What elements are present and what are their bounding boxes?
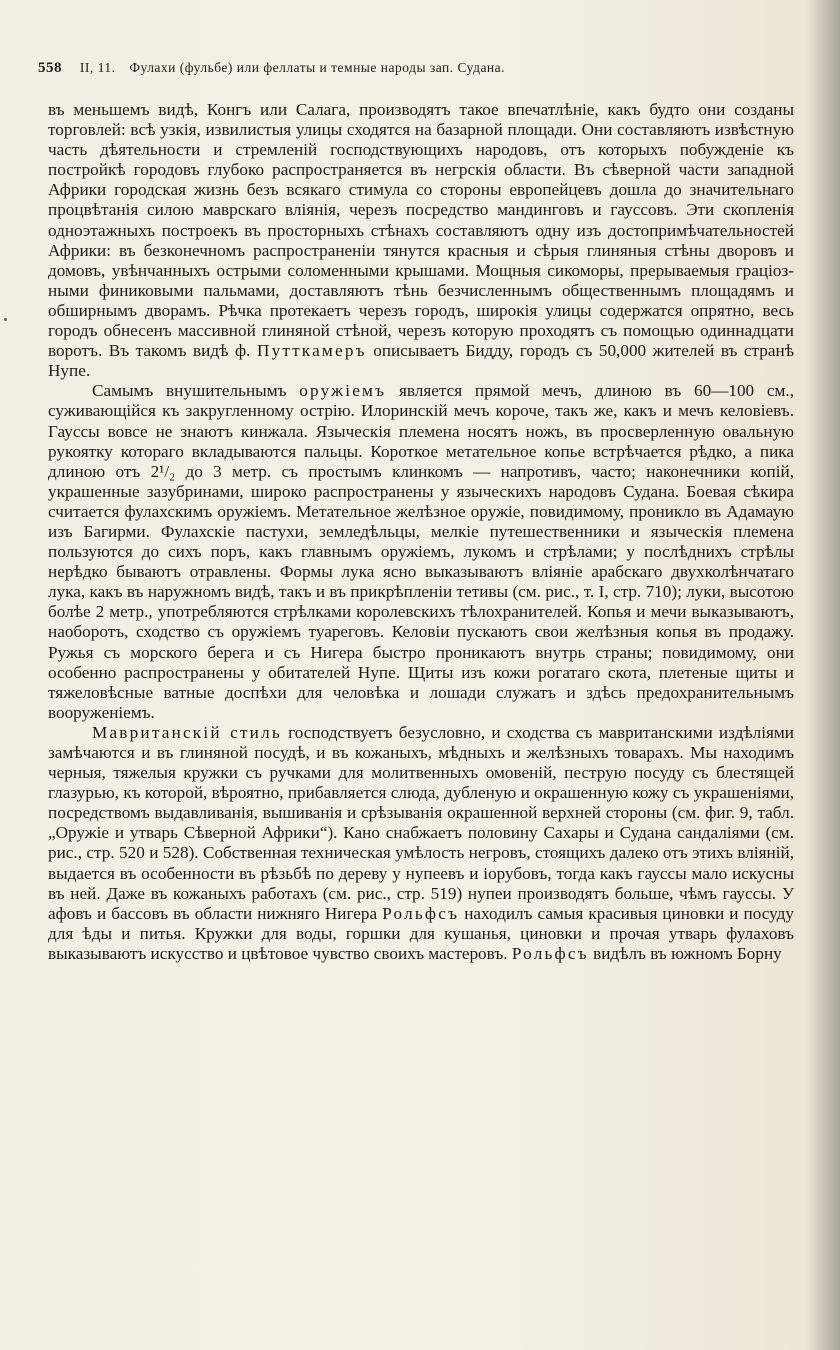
paragraph-text: является прямой мечъ, длиною въ 60—100 см., суживающійся къ закругленному острію. Илоринскій мечъ короче, такъ же, какъ и мечъ келовіевъ. Гауссы вовсе не знаютъ кинжала. Языческія племена носятъ ножъ, въ просверленную овальную рукоятку котораго вкладываются пальцы. Короткое метательное копье встрѣчается рѣдко, а пика длиною отъ 2¹/₂ до 3 метр. съ простымъ клинкомъ — напротивъ, часто; наконечники копій, украшенные зазубринами, широко распространены у языческихъ народовъ Судана. Боевая сѣкира считается фулахскимъ оружіемъ. Метательное желѣзное оружіе, повидимому, проникло въ Адамаую изъ Багирми. Фулахскіе пастухи, земледѣльцы, мелкіе путешественники и языческія племена пользуются до сихъ поръ, какъ главнымъ оружіемъ, лукомъ и стрѣлами; у послѣднихъ стрѣлы нерѣдко бываютъ отравлены. Формы лука ясно выказываютъ вліяніе арабскаго двухколѣнчатаго лука, какъ въ наружномъ видѣ, такъ и въ прикрѣпленіи тетивы (см. рис., т. I, стр. 710); луки, высотою болѣе 2 метр., употребляются стрѣлками королевскихъ тѣлохранителей. Копья и мечи выказываютъ, наоборотъ, сходство съ оружіемъ туареговъ. Келовіи пускаютъ свои желѣзныя копья въ продажу. Ружья съ морского берега и съ Нигера быстро проникаютъ внутрь страны; повидимому, они особенно распространены у обитателей Нупе. Щиты изъ кожи рогатаго скота, плетеные щиты и тяжеловѣсные ватные доспѣхи для человѣка и лошади служатъ и здѣсь предохранительнымъ вооруженіемъ.: [48, 381, 795, 722]
author-name: Рольфсъ: [382, 903, 460, 923]
body-text: [48, 100, 794, 964]
emphasis-term: Мавританскій стиль: [92, 722, 282, 742]
page-number: 558: [38, 60, 62, 76]
paragraph-text: находилъ самыя красивыя циновки и посуду для ѣды и питья. Кружки для воды, горшки для кушанья, циновки и прочая утварь фулаховъ выказываютъ искусство и цвѣтовое чувство своихъ мастеровъ.: [48, 903, 795, 963]
paragraph-lead: Самымъ внушительнымъ: [92, 381, 287, 401]
margin-speck: [4, 318, 7, 321]
paragraph-crafts: [48, 723, 794, 964]
section-number: II, 11.: [79, 60, 116, 75]
emphasis-term: оружіемъ: [299, 381, 387, 401]
paragraph-towns: [48, 100, 794, 381]
author-name: Путткамеръ: [256, 341, 367, 361]
header-title: Фулахи (фульбе) или феллаты и темные народы зап. Судана.: [129, 60, 506, 75]
paragraph-text: въ меньшемъ видѣ, Конгъ или Салага, производятъ такое впечатлѣніе, какъ будто они созданы торговлей: всѣ узкія, извилистыя улицы сходятся на базарной площади. Они составляютъ извѣстную часть дѣятельности и стремленій господствующихъ народовъ, отъ которыхъ побужденіе къ постройкѣ городовъ глубоко распространяется въ негрскія области. Въ сѣверной части западной Африки городская жизнь безъ всякаго стимула со стороны европейцевъ дошла до значительнаго процвѣтанія силою маврскаго вліянія, черезъ посредство мандинговъ и гауссовъ. Эти скопленія одноэтажныхъ построекъ въ просторныхъ стѣнахъ составляютъ одну изъ достопримѣчательностей Африки: въ безконечномъ распространеніи тянутся красныя и сѣрыя глиняныя стѣны дворовъ и домовъ, увѣнчанныхъ острыми соломенными крышами. Мощныя сикоморы, прерываемыя граціозными финиковыми пальмами, доставляютъ тѣнь безчисленнымъ общественнымъ площадямъ и обширнымъ дворамъ. Рѣчка протекаетъ черезъ городъ, широкія улицы содержатся опрятно, весь городъ обнесенъ массивной глиняной стѣной, черезъ которую проходятъ съ помощью одиннадцати воротъ. Въ такомъ видѣ ф.: [48, 100, 794, 361]
paragraph-text: описываетъ Бидду, городъ съ 50,000 жителей въ странѣ Нупе.: [48, 341, 795, 381]
author-name: Рольфсъ: [511, 943, 589, 963]
paragraph-weapons: [48, 381, 794, 723]
paragraph-text: видѣлъ въ южномъ Борну: [593, 943, 782, 963]
running-header: [38, 60, 778, 88]
paragraph-text: господствуетъ безусловно, и сходства съ мавританскими издѣліями замѣчаются и въ глиняной посудѣ, и въ кожаныхъ, мѣдныхъ и желѣзныхъ товарахъ. Мы находимъ черныя, тяжелыя кружки съ ручками для молитвенныхъ омовеній, пеструю посуду съ блестящей глазурью, къ которой, вѣроятно, прибавляется слюда, дубленую и окрашенную кожу съ украшеніями, посредствомъ выдавливанія, вышиванія и срѣзыванія окрашенной верхней стороны (см. фиг. 9, табл. „Оружіе и утварь Сѣверной Африки“). Кано снабжаетъ половину Сахары и Судана сандаліями (см. рис., стр. 520 и 528). Собственная техническая умѣлость негровъ, стоящихъ далеко отъ этихъ вліяній, выдается въ особенности въ рѣзьбѣ по дереву у нупеевъ и іорубовъ, тогда какъ гауссы мало искусны въ ней. Даже въ кожаныхъ работахъ (см. рис., стр. 519) нупеи производятъ больше, чѣмъ гауссы. У афовъ и бассовъ въ области нижняго Нигера: [48, 722, 795, 923]
